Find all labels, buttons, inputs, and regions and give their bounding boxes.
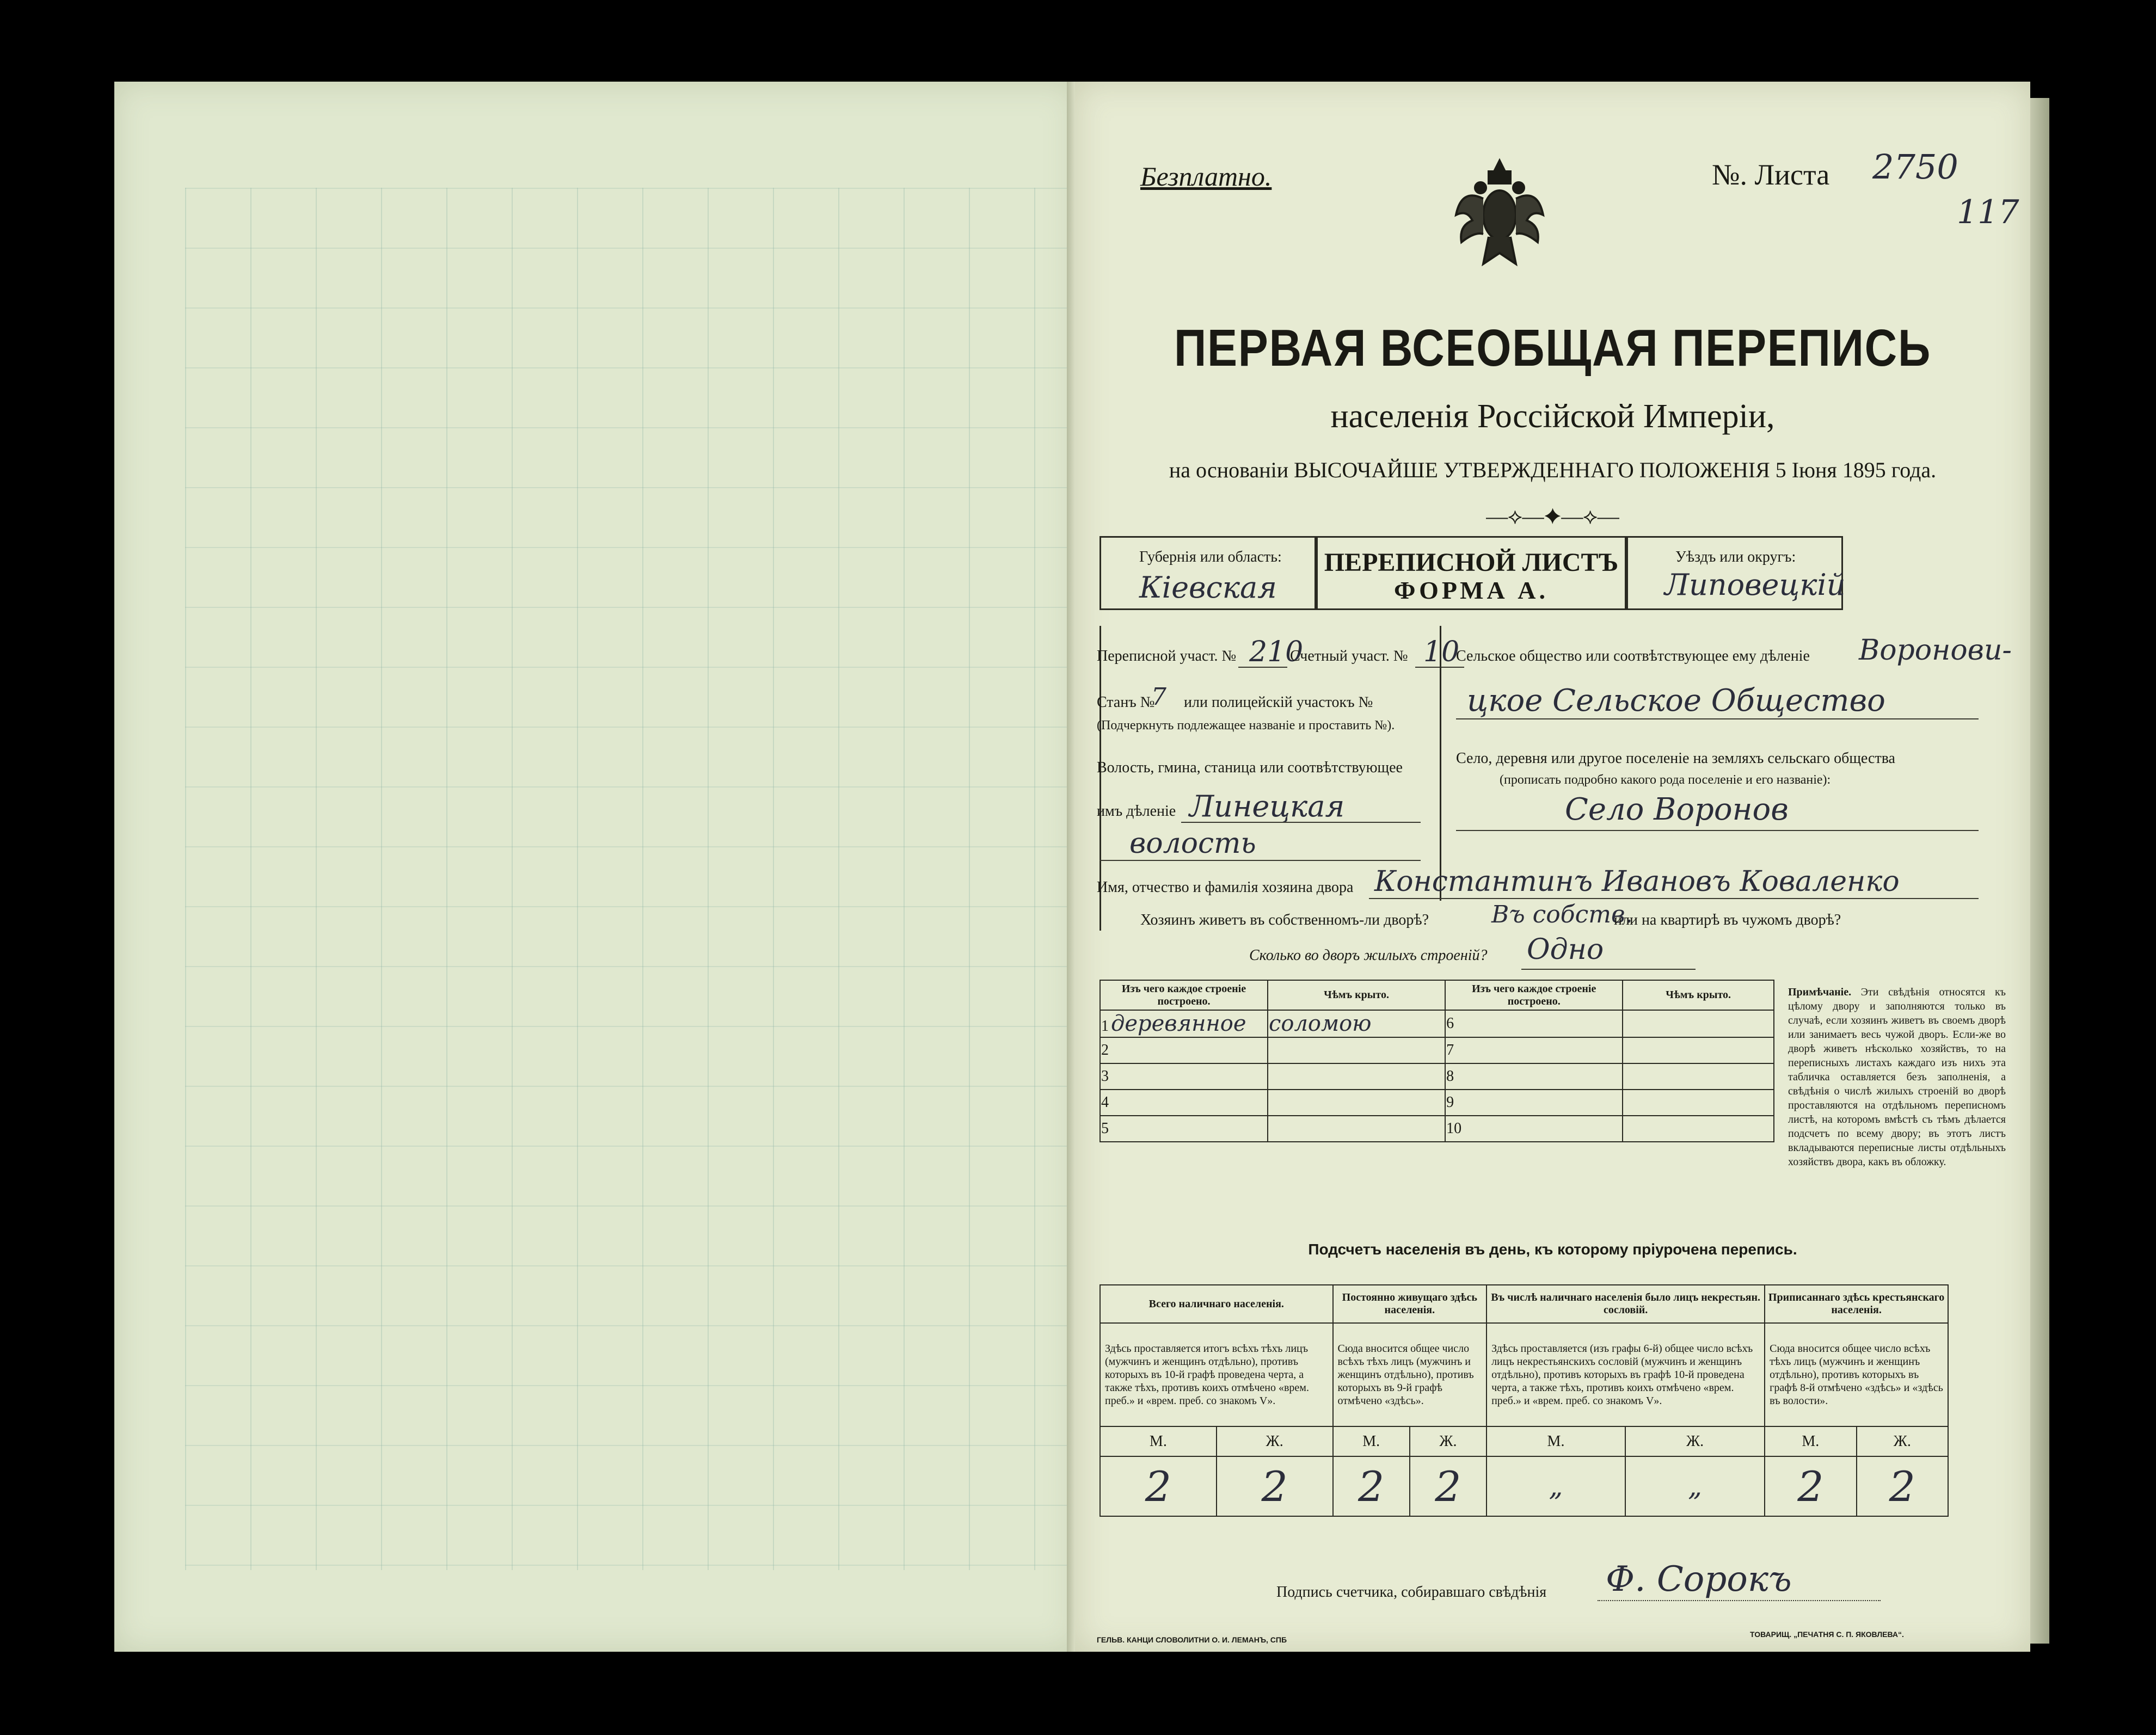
f-label: Ж. bbox=[1625, 1426, 1765, 1456]
left-page bbox=[114, 82, 1078, 1652]
residence-value: Въ собств. bbox=[1491, 901, 1633, 928]
noncrest-f-value: „ bbox=[1625, 1456, 1765, 1516]
sheet-number-value: 2750 bbox=[1872, 147, 1958, 187]
uezd-box bbox=[1625, 536, 1846, 610]
village-note: (прописать подробно какого рода поселеніе и его названіе): bbox=[1500, 773, 1831, 787]
volost-line-2 bbox=[1100, 860, 1421, 861]
count-desc-permanent: Сюда вносится общее число всѣхъ тѣхъ лицъ (мужчинъ и женщинъ отдѣльно), противъ которыхъ въ 9-й графѣ отмѣчено «здѣсь». bbox=[1333, 1323, 1487, 1426]
count-district-value: 10 bbox=[1423, 636, 1460, 668]
volost-value-2: волость bbox=[1129, 827, 1256, 860]
police-district-label: или полицейскій участокъ № bbox=[1184, 694, 1373, 711]
f-label: Ж. bbox=[1857, 1426, 1948, 1456]
sheet-number-label: №. Листа bbox=[1712, 158, 1830, 191]
ornament-divider: —⟡—✦—⟡— bbox=[1486, 504, 1619, 528]
volost-value: Линецкая bbox=[1189, 789, 1345, 823]
count-desc-peasant: Сюда вносится общее число всѣхъ тѣхъ лицъ (мужчинъ и женщинъ отдѣльно), противъ которыхъ въ графѣ 8-й отмѣчено «здѣсь» и «здѣсь въ волости». bbox=[1765, 1323, 1948, 1426]
note-lead: Примѣчаніе. bbox=[1788, 986, 1852, 998]
count-desc-noncrest: Здѣсь проставляется (изъ графы 6-й) общее число всѣхъ лицъ некрестьянскихъ сословій (мужчинъ и женщинъ отдѣльно), противъ которыхъ въ графѣ 10-й проведена черта, а также тѣхъ, противъ коихъ отмѣчено «врем. преб.» и «врем. преб. со знакомъ V». bbox=[1487, 1323, 1765, 1426]
buildings-value: Одно bbox=[1527, 933, 1604, 966]
f-label: Ж. bbox=[1410, 1426, 1487, 1456]
building-1-roof: соломою bbox=[1268, 1011, 1372, 1036]
stan-value: 7 bbox=[1151, 683, 1166, 711]
peasant-m-value: 2 bbox=[1765, 1456, 1856, 1516]
building-row-7: 7 bbox=[1445, 1037, 1623, 1063]
volost-line bbox=[1181, 822, 1421, 823]
peasant-f-value: 2 bbox=[1857, 1456, 1948, 1516]
building-row-1: 1 деревянное bbox=[1100, 1010, 1268, 1037]
fields-divider bbox=[1440, 626, 1441, 901]
count-desc-present: Здѣсь проставляется итогъ всѣхъ тѣхъ лицъ (мужчинъ и женщинъ отдѣльно), противъ которыхъ въ 10-й графѣ проведена черта, а также тѣхъ, противъ коихъ отмѣчено «врем. преб.» и «врем. преб. со знакомъ V». bbox=[1100, 1323, 1333, 1426]
noncrest-m-value: „ bbox=[1487, 1456, 1625, 1516]
building-row-4: 4 bbox=[1100, 1090, 1268, 1116]
m-label: М. bbox=[1333, 1426, 1410, 1456]
census-district-label: Переписной участ. № bbox=[1097, 648, 1237, 665]
signature-line bbox=[1598, 1600, 1881, 1601]
m-label: М. bbox=[1765, 1426, 1856, 1456]
permanent-f-value: 2 bbox=[1410, 1456, 1487, 1516]
building-row-6: 6 bbox=[1445, 1010, 1623, 1037]
building-row-5: 5 bbox=[1100, 1116, 1268, 1142]
building-row-10: 10 bbox=[1445, 1116, 1623, 1142]
owner-value: Константинъ Ивановъ Коваленко bbox=[1374, 865, 1900, 898]
buildings-line bbox=[1521, 969, 1696, 970]
population-count-table bbox=[1100, 1284, 1949, 1517]
building-row-3: 3 bbox=[1100, 1063, 1268, 1090]
subtitle: населенія Россійской Имперіи, bbox=[1330, 398, 1775, 435]
main-title: ПЕРВАЯ ВСЕОБЩАЯ ПЕРЕПИСЬ bbox=[1174, 319, 1932, 377]
uezd-label: Уѣздъ или округъ: bbox=[1675, 549, 1796, 565]
free-label: Безплатно. bbox=[1140, 161, 1272, 192]
society-value-2: цкое Сельское Общество bbox=[1467, 683, 1885, 718]
present-m-value: 2 bbox=[1100, 1456, 1217, 1516]
volost-label: Волость, гмина, станица или соотвѣтствующее bbox=[1097, 759, 1403, 776]
census-district-value: 210 bbox=[1249, 636, 1304, 668]
building-row-8: 8 bbox=[1445, 1063, 1623, 1090]
note-block bbox=[1788, 985, 2006, 1169]
signature-value: Ф. Сорокъ bbox=[1606, 1559, 1792, 1599]
form-title-box bbox=[1315, 536, 1628, 610]
gubernia-label: Губернія или область: bbox=[1139, 549, 1282, 565]
f-label: Ж. bbox=[1217, 1426, 1333, 1456]
underline-note: (Подчеркнуть подлежащее названіе и проставить №). bbox=[1097, 718, 1395, 733]
gubernia-value: Кіевская bbox=[1139, 570, 1277, 605]
buildings-label: Сколько во дворъ жилыхъ строеній? bbox=[1249, 947, 1488, 964]
building-row-9: 9 bbox=[1445, 1090, 1623, 1116]
count-header-peasant: Приписаннаго здѣсь крестьянскаго населенія. bbox=[1765, 1285, 1948, 1323]
form-subtitle: ФОРМА А. bbox=[1394, 576, 1549, 604]
residence-label-a: Хозяинъ живетъ въ собственномъ-ли дворѣ? bbox=[1140, 912, 1429, 928]
form-title: ПЕРЕПИСНОЙ ЛИСТЪ bbox=[1324, 548, 1619, 577]
imperial-eagle-emblem bbox=[1451, 155, 1549, 280]
volost-label-2: имъ дѣленіе bbox=[1097, 803, 1176, 820]
page-edge bbox=[2028, 98, 2049, 1644]
village-line bbox=[1456, 830, 1979, 831]
census-district-line bbox=[1238, 667, 1287, 668]
society-label: Сельское общество или соотвѣтствующее ему дѣленіе bbox=[1456, 648, 1810, 665]
census-form-page bbox=[1075, 82, 2030, 1652]
col-roof-header: Чѣмъ крыто. bbox=[1268, 980, 1445, 1010]
col-material-header: Изъ чего каждое строеніе построено. bbox=[1100, 980, 1268, 1010]
gubernia-box bbox=[1100, 536, 1318, 610]
count-title: Подсчетъ населенія въ день, къ которому пріурочена перепись. bbox=[1308, 1241, 1797, 1258]
buildings-table bbox=[1100, 980, 1774, 1142]
owner-line bbox=[1369, 898, 1979, 899]
basis-line: на основаніи ВЫСОЧАЙШЕ УТВЕРЖДЕННАГО ПОЛОЖЕНІЯ 5 Іюня 1895 года. bbox=[1169, 458, 1937, 482]
count-district-label: Счетный участ. № bbox=[1290, 648, 1408, 665]
printer-imprint-left: ГЕЛЬВ. КАНЦИ СЛОВОЛИТНИ О. И. ЛЕМАНЪ, СПБ bbox=[1097, 1635, 1287, 1644]
society-value: Воронови- bbox=[1859, 634, 2012, 667]
faded-grid-bleedthrough bbox=[185, 188, 1072, 1570]
village-value: Село Воронов bbox=[1565, 792, 1789, 827]
count-header-noncrest: Въ числѣ наличнаго населенія было лицъ некрестьян. сословій. bbox=[1487, 1285, 1765, 1323]
printer-imprint-right: ТОВАРИЩ. „ПЕЧАТНЯ С. П. ЯКОВЛЕВА“. bbox=[1750, 1630, 1904, 1639]
m-label: М. bbox=[1100, 1426, 1217, 1456]
sheet-number-value-2: 117 bbox=[1957, 193, 2019, 231]
stan-label: Станъ № bbox=[1097, 694, 1155, 711]
society-line bbox=[1456, 718, 1979, 719]
count-header-permanent: Постоянно живущаго здѣсь населенія. bbox=[1333, 1285, 1487, 1323]
owner-label: Имя, отчество и фамилія хозяина двора bbox=[1097, 879, 1354, 896]
uezd-value: Липовецкій bbox=[1664, 568, 1846, 602]
present-f-value: 2 bbox=[1217, 1456, 1333, 1516]
signature-label: Подпись счетчика, собиравшаго свѣдѣнія bbox=[1276, 1584, 1547, 1601]
building-row-2: 2 bbox=[1100, 1037, 1268, 1063]
col-roof-header-2: Чѣмъ крыто. bbox=[1623, 980, 1774, 1010]
note-text: Эти свѣдѣнія относятся къ цѣлому двору и заполняются только въ случаѣ, если хозяинъ живетъ въ своемъ дворѣ или занимаетъ весь чужой дворъ. Если-же во дворѣ живетъ нѣсколько хозяйствъ, то на переписныхъ листахъ каждаго изъ нихъ эта табличка оставляется безъ заполненія, а свѣдѣнія о числѣ жилыхъ строеній во дворѣ проставляются на отдѣльномъ переписномъ листѣ, на которомъ вмѣстѣ съ тѣмъ дѣлается подсчетъ по всему двору; въ этотъ листъ вкладываются переписные листы отдѣльныхъ хозяйствъ двора, какъ въ обложку. bbox=[1788, 986, 2006, 1168]
m-label: М. bbox=[1487, 1426, 1625, 1456]
col-material-header-2: Изъ чего каждое строеніе построено. bbox=[1445, 980, 1623, 1010]
permanent-m-value: 2 bbox=[1333, 1456, 1410, 1516]
village-label: Село, деревня или другое поселеніе на земляхъ сельскаго общества bbox=[1456, 750, 1895, 767]
building-1-material: деревянное bbox=[1111, 1011, 1246, 1036]
count-header-present: Всего наличнаго населенія. bbox=[1100, 1285, 1333, 1323]
residence-label-b: или на квартирѣ въ чужомъ дворѣ? bbox=[1614, 912, 1841, 928]
